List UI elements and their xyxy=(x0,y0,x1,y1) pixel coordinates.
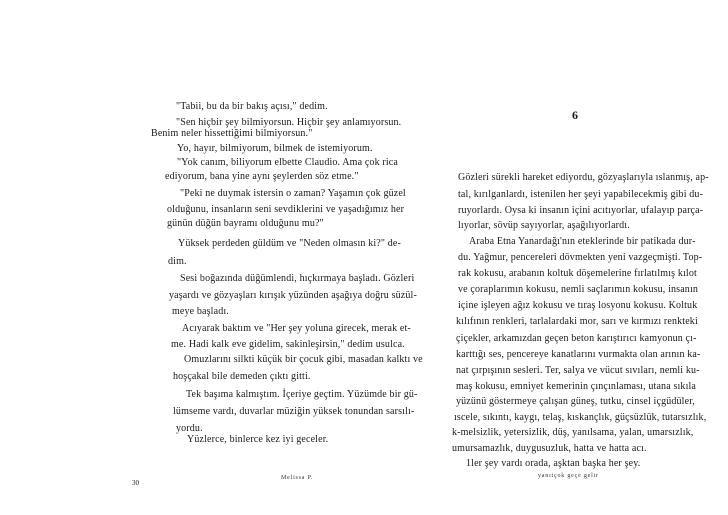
text-line: du. Yağmur, pencereleri dövmekten yeni vazgeçmişti. Top- xyxy=(458,252,703,263)
page-number: 30 xyxy=(132,479,139,487)
text-line: Yo, hayır, bilmiyorum, bilmek de istemiyorum. xyxy=(177,143,373,154)
text-line: maş kokusu, emniyet kemerinin çınçınlaması, utana sıkıla xyxy=(456,381,697,392)
text-line: olduğunu, insanların seni sevdiklerini ve yaşadığımız her xyxy=(167,204,405,215)
running-footer-title: yanıtçok geçe gelir xyxy=(538,473,599,479)
text-line: Yüksek perdeden güldüm ve "Neden olmasın ki?" de- xyxy=(178,238,401,249)
text-line: "Sen hiçbir şey bilmiyorsun. Hiçbir şey anlamıyorsun. xyxy=(176,117,402,128)
text-line: "Tabii, bu da bir bakış açısı," dedim. xyxy=(176,101,328,112)
text-line: günün düğün bayramı olduğunu mu?" xyxy=(167,218,324,229)
running-footer-author: Melissa P. xyxy=(281,475,314,481)
text-line: Omuzlarını silkti küçük bir çocuk gibi, masadan kalktı ve xyxy=(184,354,423,365)
text-line: meye başladı. xyxy=(172,306,229,317)
text-line: dim. xyxy=(168,256,187,267)
text-line: Yüzlerce, binlerce kez iyi geceler. xyxy=(187,434,329,445)
text-line: yüzünü göstermeye çalışan güneş, tutku, cinsel içgüdüler, xyxy=(456,396,695,407)
text-line: içine işleyen ağız kokusu ve tıraş losyonu kokusu. Koltuk xyxy=(458,300,698,311)
text-line: ve çoraplarımın kokusu, nemli saçlarımın kokusu, insanın xyxy=(458,284,699,295)
text-line: lümseme vardı, duvarlar müziğin yüksek tonundan sarsılı- xyxy=(173,406,415,417)
text-line: 1ler şey vardı orada, aşktan başka her şey. xyxy=(466,458,641,469)
text-line: yordu. xyxy=(176,423,203,434)
text-line: Gözleri sürekli hareket ediyordu, gözyaşlarıyla ıslanmış, ap- xyxy=(458,172,709,183)
text-line: Araba Etna Yanardağı'nın eteklerinde bir patikada dur- xyxy=(469,236,696,247)
text-line: rak kokusu, arabanın koltuk döşemelerine fırlatılmış kılot xyxy=(458,268,697,279)
text-line: hoşçakal bile demeden çıktı gitti. xyxy=(173,371,311,382)
text-line: Tek başıma kalmıştım. İçeriye geçtim. Yüzümde bir gü- xyxy=(186,389,418,400)
text-line: tal, kırılganlardı, istenilen her şeyi yapabilecekmiş gibi du- xyxy=(458,189,704,200)
text-line: "Yok canım, biliyorum elbette Claudio. Ama çok rica xyxy=(177,157,398,168)
chapter-number: 6 xyxy=(572,108,578,122)
text-line: Acıyarak baktım ve "Her şey yoluna girecek, merak et- xyxy=(182,323,411,334)
text-line: umursamazlık, duygusuzluk, hatta ve hatta acı. xyxy=(452,443,647,454)
text-line: me. Hadi kalk eve gidelim, sakinleşirsin," dedim usulca. xyxy=(171,339,405,350)
text-line: ıscele, sıkıntı, kaygı, telaş, kıskançlık, güçsüzlük, tutarsızlık, xyxy=(454,412,707,423)
text-line: k-melsizlik, yetersizlik, düş, yanılsama, yalan, umarsızlık, xyxy=(452,427,694,438)
text-line: "Peki ne duymak istersin o zaman? Yaşamın çok güzel xyxy=(180,188,406,199)
text-line: yaşardı ve gözyaşları kırışık yüzünden aşağıya doğru süzül- xyxy=(169,290,417,301)
text-line: kılıfının renkleri, tarlalardaki mor, sarı ve kırmızı renkteki xyxy=(456,316,698,327)
text-line: karttığı ses, pencereye kanatlarını vurmakta olan arının ka- xyxy=(456,349,701,360)
text-line: Sesi boğazında düğümlendi, hıçkırmaya başladı. Gözleri xyxy=(180,273,415,284)
text-line: lıyorlar, sövüp sayıyorlar, aşağılıyorlardı. xyxy=(458,220,630,231)
text-line: ruyorlardı. Oysa ki insanın içini acıtıyorlar, ufalayıp parça- xyxy=(458,205,704,216)
text-line: ediyorum, bana yine aynı şeylerden söz etme." xyxy=(165,171,359,182)
text-line: çiçekler, arkamızdan geçen beton karıştırıcı kamyonun çı- xyxy=(456,333,697,344)
text-line: nat çırpışının sesleri. Ter, salya ve vücut sıvıları, nemli ku- xyxy=(456,365,700,376)
text-line: Benim neler hissettiğimi bilmiyorsun." xyxy=(151,128,313,139)
